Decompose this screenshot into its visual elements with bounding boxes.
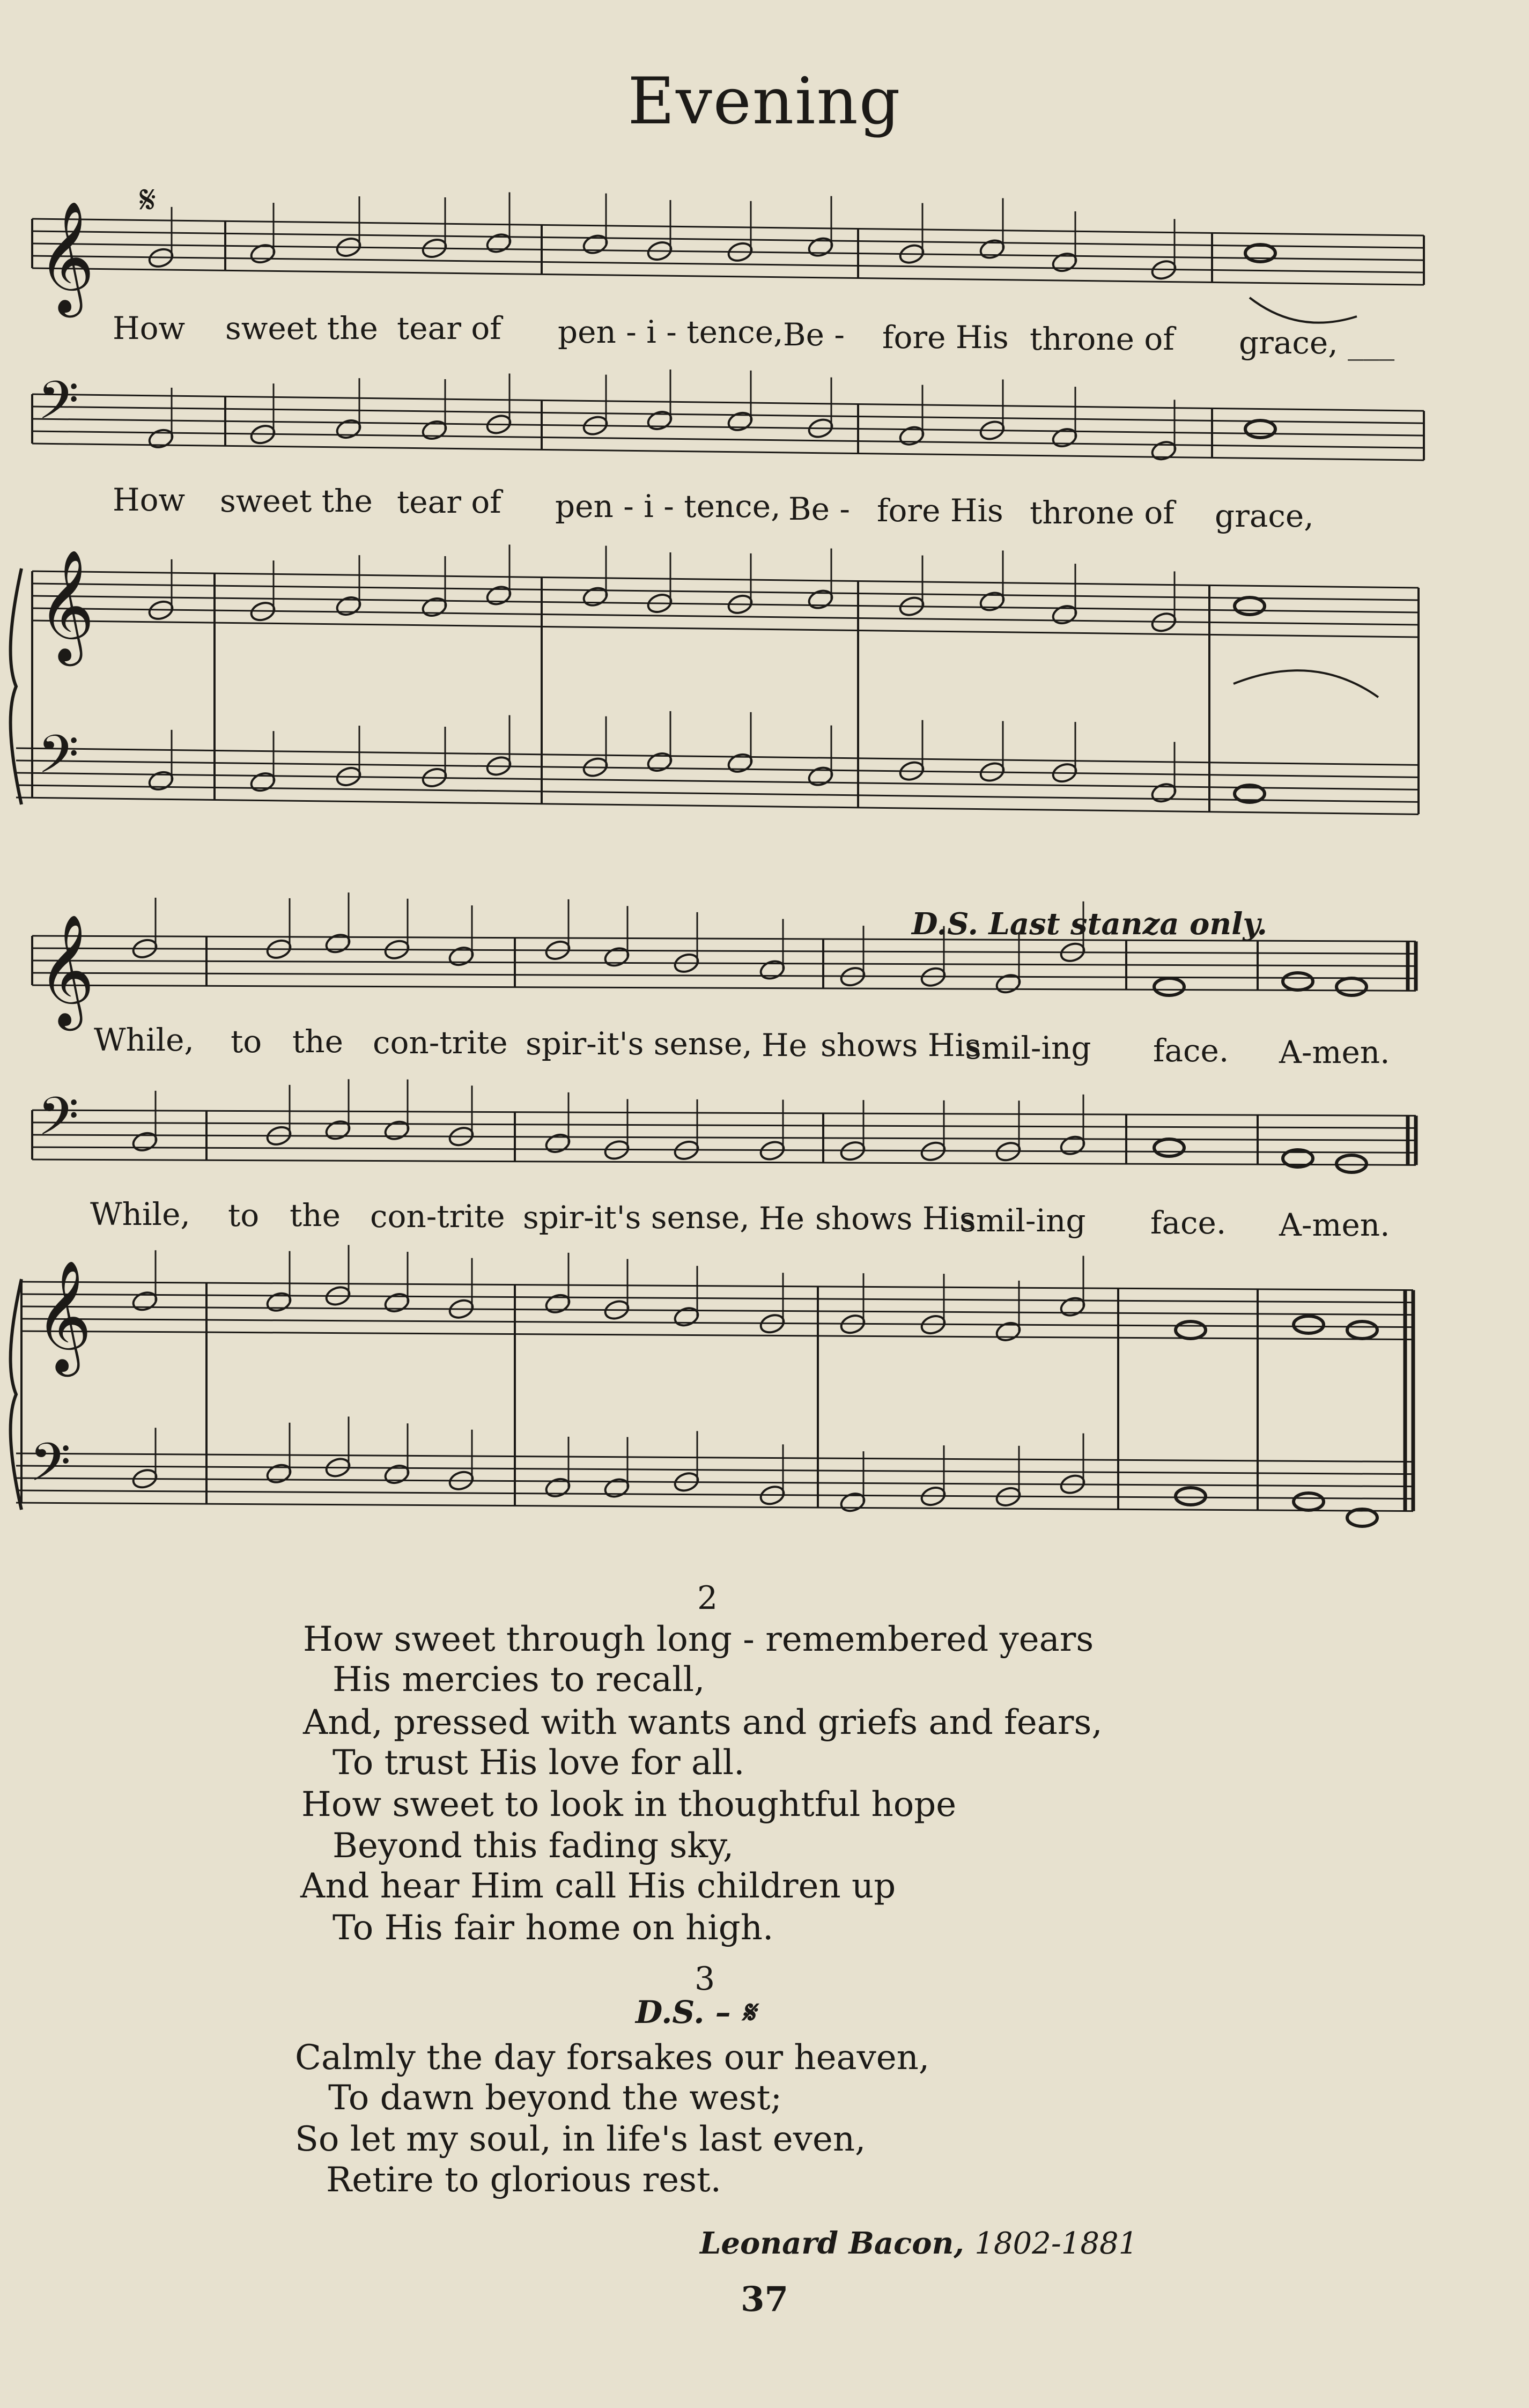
lyric-word: con-trite bbox=[370, 1198, 505, 1235]
lyric-word: How bbox=[113, 310, 186, 346]
ds-segno-marking: D.S. – 𝄋 bbox=[636, 1994, 755, 2030]
stanza-line: Calmly the day forsakes our heaven, bbox=[295, 2038, 930, 2078]
lyric-word: fore His bbox=[882, 319, 1009, 356]
stanza-number: 2 bbox=[697, 1579, 718, 1617]
lyric-word: A-men. bbox=[1279, 1207, 1390, 1243]
lyric-word: tear of bbox=[397, 484, 501, 520]
lyric-word: smil-ing bbox=[965, 1030, 1091, 1066]
lyric-word: grace, ___ bbox=[1239, 324, 1395, 361]
lyric-word: face. bbox=[1153, 1032, 1229, 1069]
lyric-word: How bbox=[113, 482, 186, 518]
lyric-word: shows His bbox=[815, 1200, 976, 1237]
svg-text:𝄢: 𝄢 bbox=[38, 724, 79, 799]
lyric-word: Be - bbox=[788, 491, 850, 527]
stanza-line: Beyond this fading sky, bbox=[333, 1826, 734, 1866]
segno-sign: 𝄋 bbox=[139, 177, 156, 222]
stanza-number: 3 bbox=[695, 1960, 715, 1998]
svg-text:𝄞: 𝄞 bbox=[35, 1260, 92, 1372]
lyric-word: to bbox=[228, 1197, 260, 1233]
stanza-line: His mercies to recall, bbox=[333, 1660, 705, 1700]
lyric-word: spir-it's sense, bbox=[523, 1199, 750, 1236]
svg-text:𝄞: 𝄞 bbox=[38, 201, 95, 313]
hymn-title: Evening bbox=[627, 64, 902, 139]
lyric-word: grace, bbox=[1215, 498, 1314, 534]
lyric-word: throne of bbox=[1030, 494, 1175, 531]
lyric-word: smil-ing bbox=[960, 1202, 1086, 1239]
svg-text:𝄞: 𝄞 bbox=[38, 549, 95, 661]
lyric-word: Be - bbox=[783, 316, 845, 353]
stanza-line: To His fair home on high. bbox=[333, 1908, 774, 1948]
author-name: Leonard Bacon, bbox=[700, 2226, 964, 2261]
lyric-word: fore His bbox=[877, 492, 1003, 529]
lyric-word: While, bbox=[94, 1022, 194, 1058]
lyric-word: the bbox=[292, 1023, 343, 1060]
svg-text:𝄢: 𝄢 bbox=[38, 370, 79, 445]
lyric-word: face. bbox=[1150, 1205, 1227, 1241]
lyric-word: the bbox=[290, 1197, 341, 1233]
lyric-word: tear of bbox=[397, 310, 501, 346]
ds-marking: D.S. Last stanza only. bbox=[912, 906, 1267, 942]
lyric-word: pen - i - tence, bbox=[555, 488, 781, 525]
lyric-word: shows His bbox=[821, 1027, 981, 1063]
lyric-word: spir-it's sense, bbox=[526, 1025, 752, 1062]
lyric-word: A-men. bbox=[1279, 1034, 1390, 1070]
lyric-word: con-trite bbox=[373, 1024, 508, 1061]
page-number: 37 bbox=[740, 2279, 789, 2320]
svg-text:𝄞: 𝄞 bbox=[38, 914, 95, 1026]
author-credit bbox=[700, 2226, 1137, 2261]
svg-text:𝄢: 𝄢 bbox=[29, 1432, 71, 1506]
stanza-line: And, pressed with wants and griefs and fears, bbox=[303, 1703, 1103, 1742]
lyric-word: He bbox=[759, 1200, 804, 1237]
lyric-word: While, bbox=[90, 1196, 190, 1232]
lyric-word: sweet the bbox=[225, 310, 378, 346]
stanza-line: To trust His love for all. bbox=[333, 1743, 745, 1783]
lyric-word: throne of bbox=[1030, 321, 1175, 357]
lyric-word: sweet the bbox=[220, 483, 373, 519]
stanza-line: And hear Him call His children up bbox=[300, 1866, 896, 1906]
author-dates: 1802-1881 bbox=[974, 2226, 1138, 2261]
stanza-line: So let my soul, in life's last even, bbox=[295, 2119, 866, 2159]
stanza-line: How sweet through long - remembered years bbox=[303, 1620, 1094, 1659]
lyric-word: to bbox=[231, 1023, 262, 1060]
stanza-line: To dawn beyond the west; bbox=[328, 2078, 782, 2118]
lyric-word: He bbox=[762, 1027, 807, 1063]
svg-text:𝄢: 𝄢 bbox=[38, 1086, 79, 1161]
stanza-line: Retire to glorious rest. bbox=[326, 2160, 721, 2200]
stanza-line: How sweet to look in thoughtful hope bbox=[301, 1785, 957, 1825]
lyric-word: pen - i - tence, bbox=[558, 314, 784, 350]
